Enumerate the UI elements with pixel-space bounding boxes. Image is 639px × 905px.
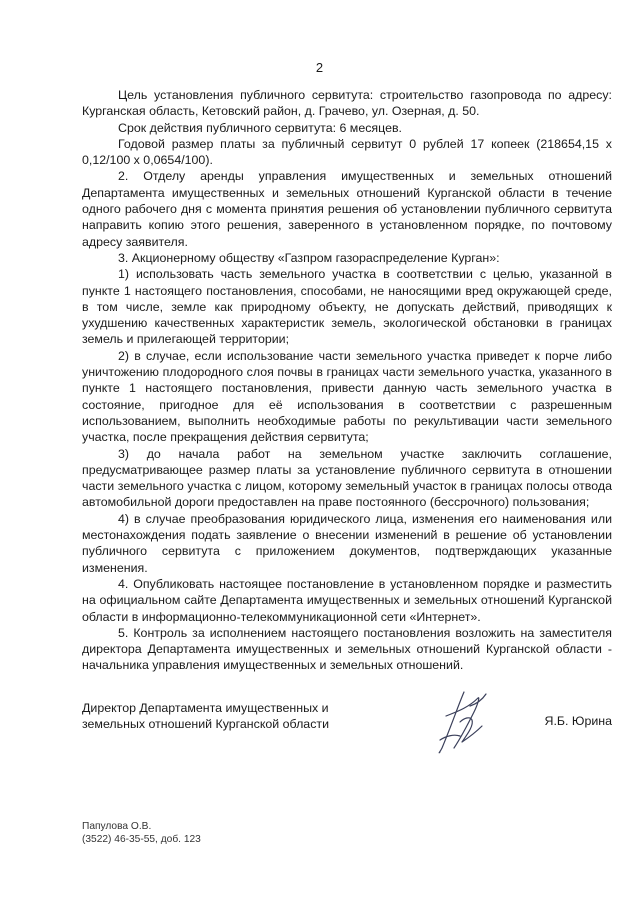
signer-position-line1: Директор Департамента имущественных и — [82, 701, 329, 715]
signature-block — [82, 698, 612, 768]
signer-position — [82, 700, 329, 733]
paragraph-item-3-2: 2) в случае, если использование части земельного участка приведет к порче либо уничтожению плодородного слоя почвы в границах части земельного участка, указанного в пункте 1 настоящего постановления, привести данную часть земельного участка в состояние, пригодное для её использования в соответствии с разрешенным использованием, выполнить необходимые работы по рекультивации части земельного участка, после прекращения действия сервитута; — [82, 348, 612, 445]
paragraph-item-3-4: 4) в случае преобразования юридического лица, изменения его наименования или местонахождения подать заявление о внесении изменений в решение об установлении публичного сервитута с приложением документов, подтверждающих указанные изменения. — [82, 511, 612, 575]
executor-phone: (3522) 46-35-55, доб. 123 — [82, 834, 201, 845]
executor-info — [82, 820, 201, 846]
paragraph-item-3: 3. Акционерному обществу «Газпром газораспределение Курган»: — [118, 250, 500, 265]
signer-position-line2: земельных отношений Курганской области — [82, 717, 329, 732]
paragraph-item-3-3: 3) до начала работ на земельном участке заключить соглашение, предусматривающее размер платы за установление публичного сервитута в отношении части земельного участка с лицом, которому земельный участок в границах полосы отвода автомобильной дороги предоставлен на праве постоянного (бессрочного) пользования; — [82, 446, 612, 510]
signer-name: Я.Б. Юрина — [544, 714, 612, 728]
paragraph-item-3-1: 1) использовать часть земельного участка в соответствии с целью, указанной в пункте 1 настоящего постановления, способами, не наносящими вред окружающей среде, в том числе, земле как природному объекту, не допускать действий, приводящих к ухудшению качественных характеристик земель, экологической обстановки в границах земель и прилегающей территории; — [82, 267, 612, 347]
handwritten-signature-icon — [434, 686, 498, 758]
document-body — [82, 87, 612, 674]
paragraph-annual-fee: Годовой размер платы за публичный сервитут 0 рублей 17 копеек (218654,15 х 0,12/100 х 0,0654/100). — [82, 136, 612, 168]
paragraph-servitude-purpose: Цель установления публичного сервитута: строительство газопровода по адресу: Курганская область, Кетовский район, д. Грачево, ул. Озерная, д. 50. — [82, 88, 612, 119]
executor-name: Папулова О.В. — [82, 821, 152, 832]
paragraph-item-4: 4. Опубликовать настоящее постановление в установленном порядке и разместить на официальном сайте Департамента имущественных и земельных отношений Курганской области в информационно-телекоммуникационной сети «Интернет». — [82, 576, 612, 624]
page-number: 2 — [315, 60, 324, 75]
paragraph-item-5: 5. Контроль за исполнением настоящего постановления возложить на заместителя директора Департамента имущественных и земельных отношений Курганской области - начальника управления имущественных и земельных отношений. — [82, 625, 612, 673]
paragraph-servitude-term: Срок действия публичного сервитута: 6 месяцев. — [118, 120, 402, 135]
paragraph-item-2: 2. Отделу аренды управления имущественных и земельных отношений Департамента имущественных и земельных отношений Курганской области в течение одного рабочего дня с момента принятия решения об установлении публичного сервитута направить копию этого решения, заверенного в установленном порядке, по почтовому адресу заявителя. — [82, 169, 612, 249]
